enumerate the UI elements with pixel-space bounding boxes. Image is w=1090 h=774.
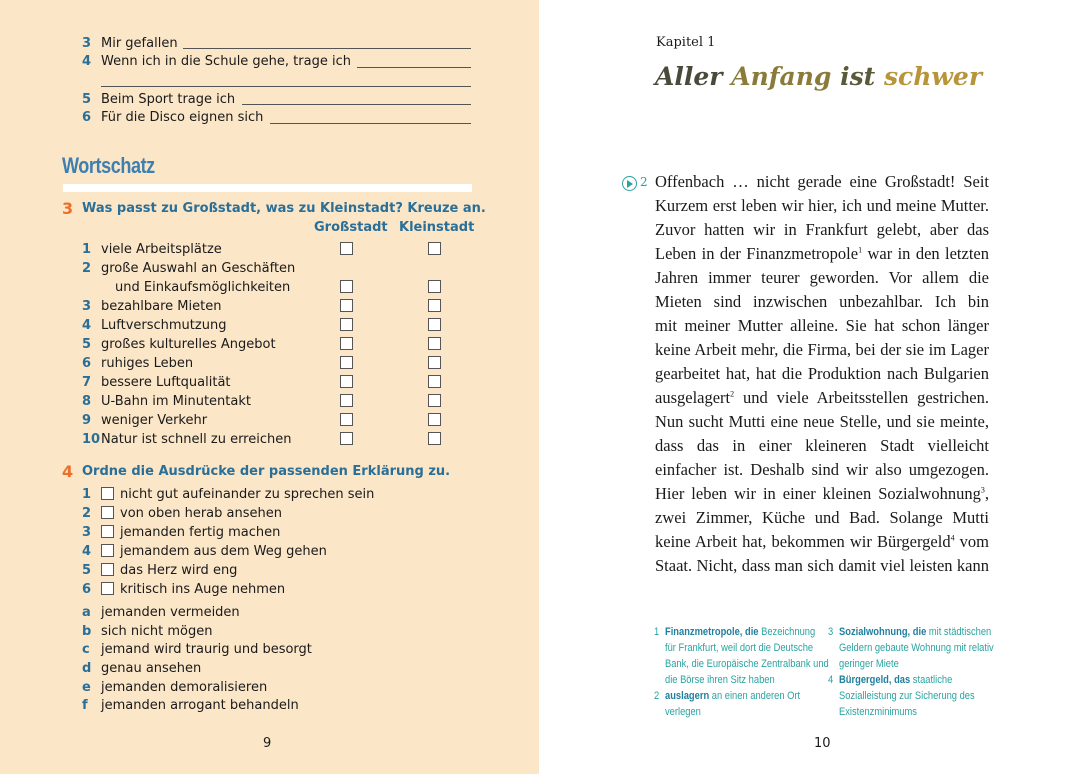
task-instruction: Was passt zu Großstadt, was zu Kleinstadt? Kreuze an. — [82, 201, 486, 216]
answer-line[interactable] — [270, 123, 471, 124]
story-segment: Hier leben wir in einer kleinen Sozialwohnung — [655, 484, 981, 503]
section-title: Wortschatz — [62, 153, 155, 178]
fill-item-number: 6 — [82, 110, 92, 125]
explanation-text: jemanden arrogant behandeln — [101, 698, 299, 713]
item-text: große Auswahl an Geschäften — [101, 261, 296, 276]
explanation-text: jemanden demoralisieren — [101, 680, 268, 695]
item-text: Natur ist schnell zu erreichen — [101, 432, 292, 447]
footnote-text: verlegen — [665, 706, 701, 718]
item-number: 10 — [82, 432, 101, 447]
item-number: 7 — [82, 375, 92, 390]
title-word: Anfang — [731, 62, 832, 91]
item-number: 5 — [82, 337, 92, 352]
grossstadt-checkbox[interactable] — [340, 337, 353, 350]
item-text: bezahlbare Mieten — [101, 299, 222, 314]
story-line — [655, 244, 989, 264]
footnote-text: die Börse ihren Sitz haben — [665, 674, 775, 686]
footnote-number: 3 — [828, 626, 834, 638]
expression-number: 6 — [82, 582, 92, 597]
item-number: 3 — [82, 299, 92, 314]
kleinstadt-checkbox[interactable] — [428, 242, 441, 255]
expression-text: jemanden fertig machen — [120, 525, 281, 540]
page-number: 9 — [263, 736, 272, 751]
footnote-text: Sozialleistung zur Sicherung des — [839, 690, 975, 702]
answer-box[interactable] — [101, 525, 114, 538]
story-segment: war in den letzten — [862, 244, 989, 263]
kleinstadt-checkbox[interactable] — [428, 356, 441, 369]
footnote-marker: 3 — [980, 485, 985, 495]
grossstadt-checkbox[interactable] — [340, 356, 353, 369]
answer-box[interactable] — [101, 506, 114, 519]
item-text: großes kulturelles Angebot — [101, 337, 276, 352]
story-line — [655, 532, 989, 552]
story-segment: vom — [954, 532, 989, 551]
expression-text: von oben herab ansehen — [120, 506, 282, 521]
footnote-line — [839, 674, 952, 686]
answer-line[interactable] — [357, 67, 471, 68]
item-text: bessere Luftqualität — [101, 375, 231, 390]
item-number: 6 — [82, 356, 92, 371]
story-line: keine Arbeit mehr, die Firma, bei der sie im Lager — [655, 340, 989, 359]
footnote-line — [665, 690, 800, 702]
task-number: 4 — [62, 462, 74, 481]
story-line: einfacher ist. Deshalb sind wir also umgezogen. — [655, 460, 989, 479]
story-line: mit meiner Mutter alleine. Sie hat schon länger — [655, 316, 989, 335]
kleinstadt-checkbox[interactable] — [428, 394, 441, 407]
explanation-letter: c — [82, 642, 90, 657]
footnote-term: Sozialwohnung, die — [839, 626, 927, 638]
story-line — [655, 484, 989, 504]
footnote-text: staatliche — [912, 674, 953, 686]
answer-box[interactable] — [101, 544, 114, 557]
fill-item-text: Wenn ich in die Schule gehe, trage ich — [101, 54, 351, 69]
story-line: Jahren immer teurer geworden. Vor allem die — [655, 268, 989, 287]
item-text: ruhiges Leben — [101, 356, 194, 371]
item-number: 2 — [82, 261, 92, 276]
explanation-text: genau ansehen — [101, 661, 202, 676]
expression-number: 3 — [82, 525, 92, 540]
story-line: zwei Zimmer, Küche und Bad. Solange Mutti — [655, 508, 989, 527]
footnote-term: auslagern — [665, 690, 710, 702]
kleinstadt-checkbox[interactable] — [428, 318, 441, 331]
section-divider — [63, 184, 472, 192]
answer-box[interactable] — [101, 563, 114, 576]
chapter-label: Kapitel 1 — [656, 35, 716, 50]
title-word: Aller — [655, 62, 723, 91]
expression-number: 1 — [82, 487, 92, 502]
grossstadt-checkbox[interactable] — [340, 394, 353, 407]
kleinstadt-checkbox[interactable] — [428, 375, 441, 388]
grossstadt-checkbox[interactable] — [340, 318, 353, 331]
explanation-letter: a — [82, 605, 91, 620]
footnote-line — [839, 626, 991, 638]
fill-item-text: Für die Disco eignen sich — [101, 110, 264, 125]
fill-item-number: 5 — [82, 92, 92, 107]
left-page — [0, 0, 539, 774]
footnote-line — [665, 626, 815, 638]
item-text: Luftverschmutzung — [101, 318, 227, 333]
item-number: 1 — [82, 242, 92, 257]
story-segment: und viele Arbeitsstellen gestrichen. — [734, 388, 989, 407]
answer-line[interactable] — [242, 104, 471, 105]
answer-line[interactable] — [101, 86, 471, 87]
grossstadt-checkbox[interactable] — [340, 413, 353, 426]
story-segment: , — [984, 484, 989, 503]
story-line: Nun sucht Mutti eine neue Stelle, und sie meinte, — [655, 412, 989, 431]
explanation-letter: f — [82, 698, 88, 713]
story-segment: Leben in der Finanzmetropole — [655, 244, 859, 263]
footnote-number: 1 — [654, 626, 660, 638]
item-text: viele Arbeitsplätze — [101, 242, 222, 257]
footnote-text: an einen anderen Ort — [711, 690, 801, 702]
grossstadt-checkbox[interactable] — [340, 432, 353, 445]
expression-number: 5 — [82, 563, 92, 578]
footnote-text: Existenzminimums — [839, 706, 917, 718]
item-number: 8 — [82, 394, 92, 409]
kleinstadt-checkbox[interactable] — [428, 413, 441, 426]
fill-item-number: 4 — [82, 54, 92, 69]
story-line: gearbeitet hat, hat die Produktion nach Bulgarien — [655, 364, 989, 383]
footnote-text: Bezeichnung — [761, 626, 816, 638]
footnote-text: mit städtischen — [928, 626, 992, 638]
explanation-letter: d — [82, 661, 92, 676]
footnote-term: Finanzmetropole, die — [665, 626, 759, 638]
item-text-continued: und Einkaufsmöglichkeiten — [115, 280, 291, 295]
kleinstadt-checkbox[interactable] — [428, 337, 441, 350]
story-line: dass das in einer kleineren Stadt vielleicht — [655, 436, 989, 455]
explanation-text: jemanden vermeiden — [101, 605, 240, 620]
story-segment: ausgelagert — [655, 388, 731, 407]
footnote-marker: 1 — [858, 245, 863, 255]
story-line: Mieten sind inzwischen unbezahlbar. Ich bin — [655, 292, 989, 311]
page-number: 10 — [814, 736, 831, 751]
expression-number: 2 — [82, 506, 92, 521]
explanation-letter: b — [82, 624, 92, 639]
expression-number: 4 — [82, 544, 92, 559]
audio-play-icon[interactable] — [622, 176, 637, 191]
answer-box[interactable] — [101, 582, 114, 595]
grossstadt-checkbox[interactable] — [340, 375, 353, 388]
grossstadt-checkbox[interactable] — [340, 299, 353, 312]
footnote-text: für Frankfurt, weil dort die Deutsche — [665, 642, 814, 654]
track-number: 2 — [640, 175, 648, 189]
grossstadt-checkbox[interactable] — [340, 280, 353, 293]
explanation-text: jemand wird traurig und besorgt — [101, 642, 312, 657]
footnote-marker: 2 — [730, 389, 735, 399]
story-segment: keine Arbeit hat, bekommen wir Bürgergeld — [655, 532, 951, 551]
task-instruction: Ordne die Ausdrücke der passenden Erklärung zu. — [82, 464, 451, 479]
column-header-grossstadt: Großstadt — [314, 220, 388, 235]
story-line: Offenbach … nicht gerade eine Großstadt! Seit — [655, 172, 989, 191]
explanation-text: sich nicht mögen — [101, 624, 213, 639]
expression-text: das Herz wird eng — [120, 563, 238, 578]
story-line: Kurzem erst leben wir hier, ich und meine Mutter. — [655, 196, 989, 215]
title-word: ist — [840, 62, 876, 91]
footnote-text: geringer Miete — [839, 658, 899, 670]
story-line: Zuvor hatten wir in Frankfurt gelebt, aber das — [655, 220, 989, 239]
footnote-text: Geldern gebaute Wohnung mit relativ — [839, 642, 994, 654]
grossstadt-checkbox[interactable] — [340, 242, 353, 255]
fill-item-text: Beim Sport trage ich — [101, 92, 236, 107]
kleinstadt-checkbox[interactable] — [428, 299, 441, 312]
story-line: Staat. Nicht, dass man sich damit viel leisten kann — [655, 556, 989, 575]
kleinstadt-checkbox[interactable] — [428, 280, 441, 293]
item-text: U-Bahn im Minutentakt — [101, 394, 251, 409]
item-number: 4 — [82, 318, 92, 333]
answer-box[interactable] — [101, 487, 114, 500]
item-number: 9 — [82, 413, 92, 428]
title-word: schwer — [883, 62, 983, 91]
answer-line[interactable] — [183, 48, 471, 49]
footnote-number: 4 — [828, 674, 834, 686]
story-line — [655, 388, 989, 408]
fill-item-text: Mir gefallen — [101, 36, 178, 51]
kleinstadt-checkbox[interactable] — [428, 432, 441, 445]
footnote-number: 2 — [654, 690, 660, 702]
expression-text: jemandem aus dem Weg gehen — [120, 544, 327, 559]
footnote-marker: 4 — [950, 533, 955, 543]
chapter-title — [655, 62, 982, 91]
item-text: weniger Verkehr — [101, 413, 208, 428]
fill-item-number: 3 — [82, 36, 92, 51]
expression-text: kritisch ins Auge nehmen — [120, 582, 286, 597]
footnote-term: Bürgergeld, das — [839, 674, 911, 686]
footnote-text: Bank, die Europäische Zentralbank und — [665, 658, 829, 670]
column-header-kleinstadt: Kleinstadt — [399, 220, 475, 235]
task-number: 3 — [62, 199, 74, 218]
explanation-letter: e — [82, 680, 91, 695]
expression-text: nicht gut aufeinander zu sprechen sein — [120, 487, 375, 502]
